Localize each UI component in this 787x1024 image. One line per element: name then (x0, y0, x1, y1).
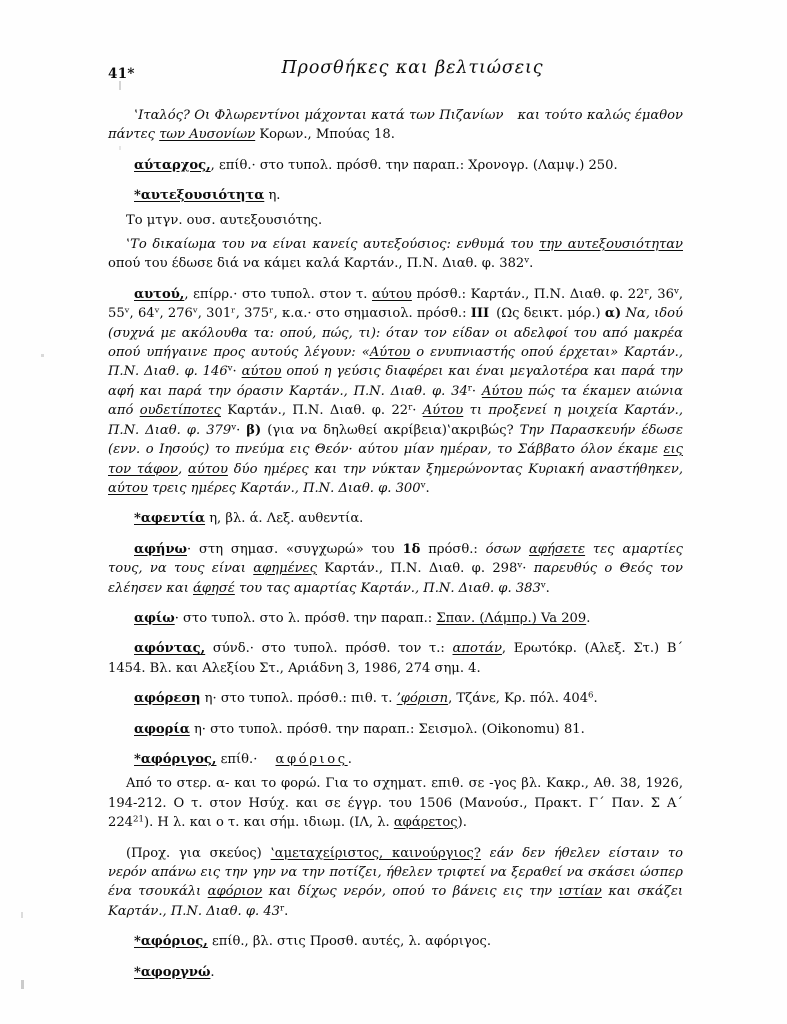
entry-afino: αφήνω· στη σημασ. «συγχωρώ» του 1δ πρόσθ.: όσων αφήσετε τες αμαρτίες τους, να τους είναι αφημένες Καρτάν., Π.Ν. Διαθ. φ. $298^v\cdot \pi\alpha\rho\varepsilon\upsilon\theta ύ\varsigma$ ο Θεός τον ελέησεν και άφησέ του τας αμαρτίας Καρτάν., Π.Ν. Διαθ. φ. 383$^v$. (108, 541, 683, 596)
sense-a-text: Να, ιδού (συχνά με ακόλουθα τα: οπού, πώς, τι): όταν τον είδαν οι αδελφοί του από μακρέα οπού υπήγαινε προς αυτούς λέγουν: « (108, 306, 684, 361)
entry-body-2: πρόσθ.: Καρτάν., Π.Ν. Διαθ. φ. 22 (411, 286, 645, 302)
entry-body: η, βλ. ά. Λεξ. αυθεντία. (205, 511, 364, 527)
sense-b-paren: (για να δηλωθεί ακρίβεια) (267, 422, 447, 438)
entry-aftexousiotita-gloss (108, 211, 683, 230)
quote-2-underlined: άφησέ (193, 580, 235, 596)
folio-sup: r (280, 903, 285, 914)
citation-post: οπού του έδωσε διά να κάμει καλά Καρτάν., Π.Ν. Διαθ. φ. 382 (108, 256, 525, 272)
quote-3-post: πώς τα έκαμεν αιώνια από (108, 383, 683, 419)
entry-body-1: επίθ.· (216, 751, 262, 767)
sense-marker: III (470, 306, 490, 322)
headword-suffix: η. (264, 188, 281, 204)
entry-body-3: . (593, 691, 598, 707)
quote-1-end: Καρτάν., Π.Ν. Διαθ. φ. 298 (316, 561, 518, 577)
citation-gloss: ‛αμεταχείριστος, καινούργιος? (270, 845, 481, 861)
form-variant: ’φόρισn (396, 691, 449, 707)
sense-b-text-2: , (178, 461, 189, 477)
entry-afentia (108, 509, 683, 528)
form-variant: αύτου (371, 286, 412, 302)
headword: αφόρεση (134, 691, 201, 707)
entry-body-1: , επίρρ.· στο τυπολ. στον τ. (184, 286, 372, 302)
folio-sup: r (408, 402, 413, 413)
entry-afontas (108, 639, 683, 678)
quote-source: Κορων., Μπούας 18. (255, 127, 395, 143)
headword: αφορία (134, 721, 190, 737)
entry-body: . (210, 964, 215, 980)
scan-artifact (21, 912, 23, 918)
entry-body-2: , Τζάνε, Κρ. πόλ. 404 (448, 691, 589, 707)
entry-body-2: . (586, 610, 591, 626)
headword: *αφεντία (134, 511, 206, 527)
etymology-close: ). (457, 815, 467, 831)
quote-term-3: Αύτου (481, 383, 523, 399)
folio-sup: v (231, 422, 237, 433)
sense-b-underlined-2: αύτου (188, 461, 228, 477)
headword: αφόντας, (134, 641, 206, 657)
spaced-form: αφόριος (275, 751, 348, 767)
folio-sup: v (420, 480, 426, 491)
entry-body: επίθ., βλ. στις Προσθ. αυτές, λ. αφόριγος. (207, 934, 492, 950)
form-variant: αποτάν (452, 641, 502, 657)
entry-body-2: πρόσθ.: (420, 541, 486, 557)
ref-sup: 21 (133, 814, 144, 825)
headword: *αφοργνώ (134, 964, 211, 980)
quote-2-pre: παρευθύς ο Θεός τον ελέησεν και (108, 561, 683, 596)
headword: αφίω (134, 610, 175, 626)
sense-b-underlined-3: αύτου (108, 480, 148, 496)
citation-underlined: την αυτεξουσιότηταν (539, 237, 683, 253)
sense-b-end: . (425, 480, 430, 496)
entry-aforgno (108, 963, 683, 982)
citation-underlined-1: αφόριον (207, 884, 263, 900)
quote-line-1: ‛Ιταλός? Οι Φλωρεντίνοι μάχονται κατά των Πιζανίων (134, 108, 504, 123)
sense-b-text-1: Την Παρασκευήν έδωσε (ενν. ο Ιησούς) το πνεύμα εις Θεόν· αύτου μίαν ημέραν, το Σάββατο όλον έκαμε (108, 422, 684, 458)
folio-sup: v (524, 255, 530, 266)
etymology-text-end: ). Η λ. και ο τ. και σήμ. ιδιωμ. (ΙΛ, λ. (143, 815, 394, 831)
entry-aftexousiotita-citation (108, 235, 683, 274)
entry-aforia (108, 720, 683, 739)
folio-sup: v (673, 286, 679, 297)
headword: αφήνω (134, 541, 187, 557)
entry-aftou: αυτού,, επίρρ.· στο τυπολ. στον τ. αύτου πρόσθ.: Καρτάν., Π.Ν. Διαθ. φ. 22$^r$, 36$^v$, 55ᵛ, 64ᵛ, 276ᵛ, 301ʳ, 375ʳ, κ.α.· στο σημασιολ. πρόσθ.: III (Ως δεικτ. μόρ.) α) Να, ιδού (συχνά με ακόλουθα τα: οπού, πώς, τι): όταν τον είδαν οι αδελφοί του από μακρέα οπού υπήγαινε προς αυτούς λέγουν: «Αύτου ο ενυπνιαστής οπού έρχεται» Καρτάν., Π.Ν. Διαθ. φ. $146^v\cdot \alpha ύ\tau o\upsilon$ οπού η γεύσις διαφέρει και έναι μεγαλοτέρα και παρά την αφή και παρά την όρασιν Καρτάν., Π.Ν. Διαθ. φ. $34^r\cdot Aύ\tau o\upsilon$ πώς τα έκαμεν αιώνια από ουδετίποτες Καρτάν., Π.Ν. Διαθ. φ. $22^r\cdot Aύ\tau o\upsilon$ τι προξενεί η μοιχεία Καρτάν., Π.Ν. Διαθ. φ. $379^v\cdot \beta$) (για να δηλωθεί ακρίβεια)‛ακριβώς? Την Παρασκευήν έδωσε (ενν. ο Ιησούς) το πνεύμα εις Θεόν· αύτου μίαν ημέραν, το Σάββατο όλον έκαμε εις τον τάφον, αύτου δύο ημέρες και την νύκταν ξημερώνοντας Κυριακή αναστήθηκεν, αύτου τρεις ημέρες Καρτάν., Π.Ν. Διαθ. φ. 300$^v$. (108, 286, 684, 496)
quote-2-end: . (545, 580, 550, 596)
folio-sup: v (517, 560, 523, 571)
entry-body: , επίθ.· στο τυπολ. πρόσθ. την παραπ.: Χρονογρ. (Λαμψ.) 250. (210, 157, 618, 173)
headword: αυτού, (134, 286, 185, 302)
ref-sup: 6 (588, 690, 594, 701)
quote-term-2: αύτου (241, 364, 282, 380)
sense-b-gloss: ‛ακριβώς? (446, 422, 514, 438)
folio-sup: v (540, 580, 546, 591)
headword: *αυτεξουσιότητα (134, 188, 265, 204)
citation-end: . (284, 903, 289, 919)
quote-1-pre: όσων (485, 541, 529, 557)
citation-text-1: εάν δεν ήθελεν είσταιν το νερόν απάνω εις την γην να την ποτίζει, ήθελεν τριφτεί να ξεραθεί να σκάσει ώσπερ ένα τσουκάλι (108, 845, 683, 900)
page-content (108, 58, 683, 993)
entry-aftarchos (108, 156, 683, 175)
running-head: Προσθήκες και βελτιώσεις (281, 58, 544, 78)
quote-1-underlined-2: αφημένες (253, 561, 317, 577)
quote-1-post: τες αμαρτίες τους, να τους είναι (108, 541, 683, 577)
quote-term-4: Αύτου (422, 403, 464, 419)
quote-1-post: ο ενυπνιαστής οπού έρχεται» Καρτάν., Π.Ν. Διαθ. φ. 146 (108, 345, 683, 380)
entry-aforesi (108, 689, 683, 708)
entry-body-1: η· στο τυπολ. πρόσθ.: πιθ. τ. (200, 691, 397, 707)
reference-underlined: Σπαν. (Λάμπρ.) Va 209 (436, 610, 587, 626)
entry-body-1: · στο τυπολ. στο λ. πρόσθ. την παραπ.: (174, 610, 437, 626)
entry-aforios (108, 932, 683, 951)
sense-b-text-3: δύο ημέρες και την νύκταν ξημερώνοντας Κυριακή αναστήθηκεν, (227, 461, 683, 477)
entry-body-2: , Ερωτόκρ. (Αλεξ. Στ.) Β΄ 1454. Βλ. και Αλεξίου Στ., Αριάδνη 3, 1986, 274 σημ. 4. (108, 641, 684, 676)
folio-sup: v (227, 363, 233, 374)
folio-sup: r (467, 383, 472, 394)
entry-body-2: . (347, 751, 352, 767)
etymology-underlined: αφάρετος (393, 815, 458, 831)
entry-aftexousiotita-head (108, 186, 683, 205)
sense-b-underlined-1: εις τον τάφον (108, 442, 683, 477)
citation-underlined-2: ιστίαν (558, 884, 602, 900)
entry-afio (108, 609, 683, 628)
entry-aforigos-head (108, 750, 683, 769)
headword: αύταρχος, (134, 157, 211, 173)
gloss-text: Το μτγν. ουσ. αυτεξουσιότης. (126, 212, 323, 228)
quote-line-2: και τούτο καλώς έμαθον (517, 108, 683, 123)
entry-body: η· στο τυπολ. πρόσθ. την παραπ.: Σεισμολ. (Oikonomu) 81. (189, 721, 585, 737)
sense-label-b: β) (246, 422, 262, 438)
scan-artifact (21, 980, 24, 989)
quote-4-post: τι προξενεί η μοιχεία Καρτάν., Π.Ν. Διαθ. φ. 379 (108, 403, 684, 438)
citation-end: . (529, 256, 534, 272)
sense-ref: 1δ (402, 541, 421, 557)
folio-number: 41* (108, 66, 135, 82)
entry-aforigos-etymology (108, 774, 683, 832)
scan-artifact (41, 354, 44, 357)
quote-2-post: οπού η γεύσις διαφέρει και έναι μεγαλοτέρα και παρά την αφή και παρά την όρασιν Καρτάν., Π.Ν. Διαθ. φ. 34 (108, 364, 683, 399)
entry-aforigos-citation (108, 844, 683, 922)
quote-line-3: πάντες (108, 127, 160, 143)
citation-text-3: και σκάζει Καρτάν., Π.Ν. Διαθ. φ. 43 (108, 884, 683, 919)
page-header (108, 58, 683, 92)
entry-body-1: · στη σημασ. «συγχωρώ» του (187, 541, 403, 557)
etymology-text: Από το στερ. α- και το φορώ. Για το σχηματ. επιθ. σε -γος βλ. Κακρ., Αθ. 38, 1926, 194-212. Ο τ. στον Ησύχ. και σε έγγρ. του 1506 (Μανούσ., Πρακτ. Γ΄ Παν. Σ Α΄ 224 (108, 776, 683, 831)
folio-sup: r (644, 286, 649, 297)
quote-underlined-term: των Αυσονίων (159, 127, 256, 143)
sense-paren: (Ως δεικτ. μόρ.) (496, 306, 601, 322)
quote-2-post: του τας αμαρτίας Καρτάν., Π.Ν. Διαθ. φ. 383 (234, 580, 541, 596)
quote-3-underlined: ουδετίποτες (139, 403, 221, 419)
headword: *αφόριος, (134, 934, 208, 950)
sense-label-a: α) (604, 306, 622, 322)
sense-b-text-4: τρεις ημέρες Καρτάν., Π.Ν. Διαθ. φ. 300 (147, 480, 421, 496)
entry-italos-quote (108, 106, 683, 145)
citation-pre: ‛Το δικαίωμα του να είναι κανείς αυτεξούσιος: ενθυμά του (126, 237, 540, 253)
entry-body-1: σύνδ.· στο τυπολ. πρόσθ. τον τ.: (205, 641, 453, 657)
quote-3-end: Καρτάν., Π.Ν. Διαθ. φ. 22 (220, 403, 409, 419)
citation-text-2: και δίχως νερόν, οπού το βάνεις εις την (262, 884, 559, 900)
citation-prefix: (Προχ. για σκεύος) (126, 845, 271, 861)
quote-1-underlined: αφήσετε (528, 541, 586, 557)
quote-term-1: Αύτου (369, 345, 411, 361)
headword: *αφόριγος, (134, 751, 217, 767)
refs-line: 55ᵛ, 64ᵛ, 276ᵛ, 301ʳ, 375ʳ, κ.α.· στο σημασιολ. πρόσθ.: (108, 306, 471, 322)
